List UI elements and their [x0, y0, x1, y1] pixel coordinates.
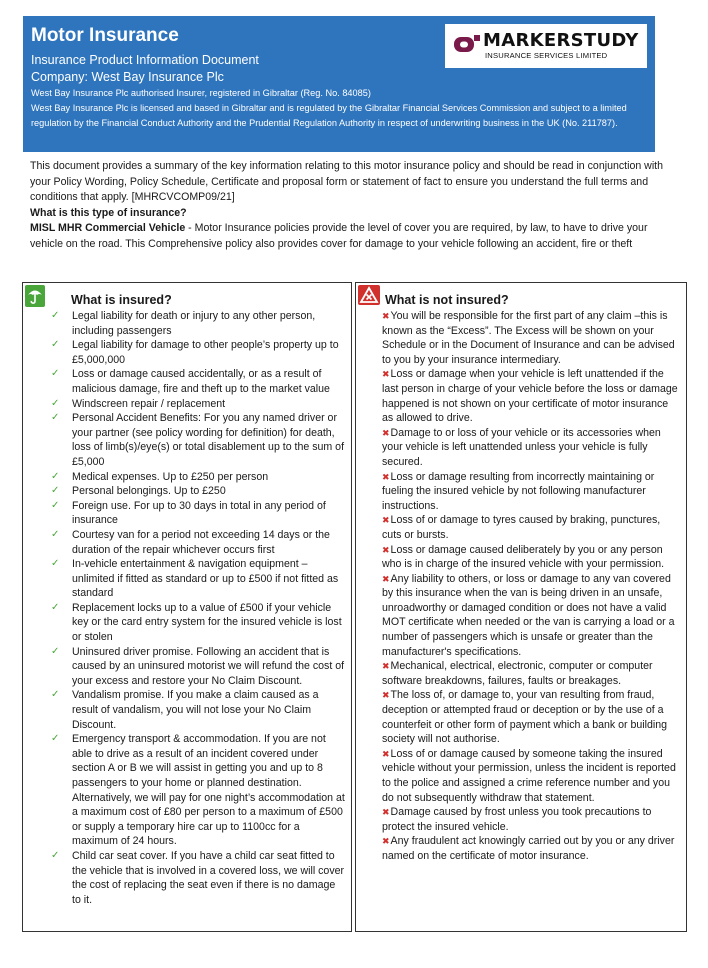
not-insured-item-text: Damage to or loss of your vehicle or its accessories when your vehicle is left unattended unless your vehicle is fully secured. — [382, 426, 661, 468]
insured-item — [51, 309, 347, 338]
not-insured-item — [382, 659, 682, 688]
checkmark-icon: ✓ — [51, 470, 60, 482]
not-insured-item-text: Any liability to others, or loss or damage to any van covered by this insurance when the van is being driven in an unsafe, unroadworthy or damaged condition or does not have a valid MOT certificate when needed or the van is carrying a load or a number of passengers which is unsafe or greater than the manufacturer's specifications. — [382, 572, 675, 658]
insured-item — [51, 411, 347, 469]
checkmark-icon: ✓ — [51, 645, 60, 657]
cross-icon: ✖ — [382, 573, 390, 584]
not-insured-item — [382, 367, 682, 425]
cross-icon: ✖ — [382, 544, 390, 555]
insured-item — [51, 849, 347, 907]
cross-icon: ✖ — [382, 311, 390, 321]
checkmark-icon: ✓ — [51, 397, 60, 409]
cross-icon: ✖ — [382, 515, 390, 526]
checkmark-icon: ✓ — [51, 733, 60, 745]
intro-section — [30, 159, 670, 253]
insured-item — [51, 470, 347, 485]
checkmark-icon: ✓ — [51, 499, 60, 511]
not-insured-item-text: The loss of, or damage to, your van resulting from fraud, deception or attempted fraud or deception or by the use of a counterfeit or other form of payment which a bank or building society will not authorise. — [382, 689, 668, 746]
cross-icon: ✖ — [382, 369, 390, 380]
not-insured-item — [382, 470, 682, 514]
insured-item-text: Windscreen repair / replacement — [72, 397, 226, 410]
checkmark-icon: ✓ — [51, 339, 60, 351]
not-insured-item — [382, 834, 682, 863]
not-insured-item-text: Mechanical, electrical, electronic, computer or computer software breakdowns, failures, faults or breakages. — [382, 660, 653, 687]
not-insured-item — [382, 805, 682, 834]
checkmark-icon: ✓ — [51, 601, 60, 613]
product-description — [30, 221, 670, 252]
not-insured-item-text: You will be responsible for the first part of any claim –this is known as the “Excess”. The Excess will be shown on your Schedule or in the Document of Insurance and can be advised to you by your insurance intermediary. — [382, 310, 675, 366]
cross-icon: ✖ — [382, 661, 390, 672]
not-insured-item-text: Loss or damage resulting from incorrectly maintaining or fueling the insured vehicle by not following manufacturer instructions. — [382, 470, 655, 512]
insured-item-text: In-vehicle entertainment & navigation equipment – unlimited if fitted as standard or up to £500 if not fitted as standard — [72, 558, 339, 600]
insured-item — [51, 732, 347, 849]
not-insured-item — [382, 572, 682, 660]
insured-item-text: Uninsured driver promise. Following an accident that is caused by an uninsured motorist we will refund the cost of your excess and restore your No Claim Discount. — [72, 645, 345, 687]
insured-item — [51, 557, 347, 601]
not-insured-item-text: Loss of or damage caused by someone taking the insured vehicle without your permission, unless the incident is reported to the police and assigned a crime reference number and you do not subsequently withdraw that statement. — [382, 747, 676, 804]
header-banner — [23, 16, 655, 152]
not-insured-item — [382, 426, 682, 470]
cross-icon: ✖ — [382, 748, 390, 759]
document-subtitle: Insurance Product Information Document — [31, 53, 259, 67]
checkmark-icon: ✓ — [51, 689, 60, 701]
checkmark-icon: ✓ — [51, 412, 60, 424]
logo-mark-icon — [453, 34, 481, 54]
not-insured-title: What is not insured? — [385, 293, 509, 307]
insured-item-text: Child car seat cover. If you have a child car seat fitted to the vehicle that is involved in a covered loss, we will cover the cost of replacing the seat even if there is no damage to it. — [72, 849, 345, 906]
not-insured-item-text: Loss of or damage to tyres caused by braking, punctures, cuts or bursts. — [382, 514, 661, 541]
checkmark-icon: ✓ — [51, 558, 60, 570]
insured-title: What is insured? — [71, 293, 172, 307]
not-insured-item-text: Loss or damage when your vehicle is left unattended if the last person in charge of your vehicle before the loss or damage happened is not shown on your certificate of motor insurance as allowed to drive. — [382, 368, 678, 425]
markerstudy-logo — [445, 24, 647, 68]
insured-item — [51, 484, 347, 499]
company-name: Company: West Bay Insurance Plc — [31, 70, 224, 84]
warning-icon — [358, 285, 380, 305]
not-insured-item — [382, 747, 682, 805]
insured-item-text: Foreign use. For up to 30 days in total in any period of insurance — [72, 499, 326, 527]
checkmark-icon: ✓ — [51, 849, 60, 861]
regulation-statement: West Bay Insurance Plc is licensed and based in Gibraltar and is regulated by the Gibraltar Financial Services Commission and subject to a limited regulation by the Financial Conduct Authority and the Prudential Regulation Authority in respect of underwriting business in the UK (No. 211787). — [31, 102, 627, 128]
intro-summary: This document provides a summary of the key information relating to this motor insurance policy and should be read in conjunction with your Policy Wording, Policy Schedule, Certificate and proposal form or statement of fact to ensure you understand the full terms and conditions that apply. [MHRCVCOMP09/21] — [30, 160, 664, 204]
insured-item-text: Replacement locks up to a value of £500 if your vehicle key or the card entry system for the insured vehicle is lost or stolen — [72, 601, 342, 644]
insured-item-text: Legal liability for death or injury to any other person, including passengers — [72, 310, 316, 337]
cross-icon: ✖ — [382, 836, 390, 847]
insured-panel — [22, 282, 352, 932]
checkmark-icon: ✓ — [51, 368, 60, 380]
insured-item — [51, 397, 347, 412]
cross-icon: ✖ — [382, 807, 390, 818]
not-insured-item — [382, 543, 682, 572]
insured-item — [51, 338, 347, 367]
not-insured-item-text: Damage caused by frost unless you took precautions to protect the insured vehicle. — [382, 806, 652, 833]
logo-name: MARKERSTUDY — [483, 30, 639, 51]
checkmark-icon: ✓ — [51, 485, 60, 497]
insured-item-text: Emergency transport & accommodation. If you are not able to drive as a result of an incident covered under section A or B we will assist in getting you and up to 8 passengers to your home or planned destination. Alternatively, we will pay for one night’s accommodation at a maximum cost of £80 per person to a maximum of £500 or supply a temporary hire car up to 1100cc for a maximum of 24 hours. — [72, 733, 345, 848]
insured-item-text: Personal belongings. Up to £250 — [72, 485, 226, 498]
not-insured-list — [382, 309, 682, 864]
insured-item-text: Vandalism promise. If you make a claim caused as a result of vandalism, you will not lose your No Claim Discount. — [72, 689, 319, 731]
insured-item-text: Medical expenses. Up to £250 per person — [72, 470, 269, 483]
insured-item-text: Loss or damage caused accidentally, or as a result of malicious damage, fire and theft up to the market value — [72, 368, 330, 395]
insured-item-text: Courtesy van for a period not exceeding 14 days or the duration of the repair whichever occurs first — [72, 528, 330, 556]
insured-item — [51, 528, 347, 557]
logo-tagline: INSURANCE SERVICES LIMITED — [485, 51, 608, 60]
insured-item-text: Personal Accident Benefits: For you any named driver or your partner (see policy wording for definition) for death, loss of limb(s)/eye(s) or total disablement up to the sum of £5,000 — [72, 412, 345, 468]
product-name: MISL MHR Commercial Vehicle — [30, 222, 186, 235]
page-title: Motor Insurance — [31, 25, 179, 46]
checkmark-icon: ✓ — [51, 310, 60, 321]
insured-item — [51, 645, 347, 689]
cross-icon: ✖ — [382, 427, 390, 438]
insured-item — [51, 499, 347, 528]
product-desc-text: - Motor Insurance policies provide the level of cover you are required, by law, to have to drive your vehicle on the road. This Comprehensive policy also provides cover for damage to your vehicle following an accident, fire or theft — [30, 222, 648, 250]
insured-item — [51, 601, 347, 645]
insured-list — [51, 309, 347, 907]
insurer-registration: West Bay Insurance Plc authorised Insurer, registered in Gibraltar (Reg. No. 84085) — [31, 88, 371, 98]
not-insured-panel — [355, 282, 687, 932]
insured-item — [51, 367, 347, 396]
insured-item — [51, 688, 347, 732]
not-insured-item-text: Any fraudulent act knowingly carried out by you or any driver named on the certificate of motor insurance. — [382, 835, 675, 862]
umbrella-icon — [25, 285, 45, 307]
cross-icon: ✖ — [382, 471, 390, 482]
not-insured-item — [382, 513, 682, 542]
not-insured-item-text: Loss or damage caused deliberately by you or any person who is in charge of the insured vehicle with your permission. — [382, 543, 665, 571]
cross-icon: ✖ — [382, 690, 390, 701]
checkmark-icon: ✓ — [51, 528, 60, 540]
not-insured-item — [382, 688, 682, 746]
not-insured-item — [382, 309, 682, 367]
type-question: What is this type of insurance? — [30, 206, 187, 219]
insured-item-text: Legal liability for damage to other people’s property up to £5,000,000 — [72, 339, 339, 366]
